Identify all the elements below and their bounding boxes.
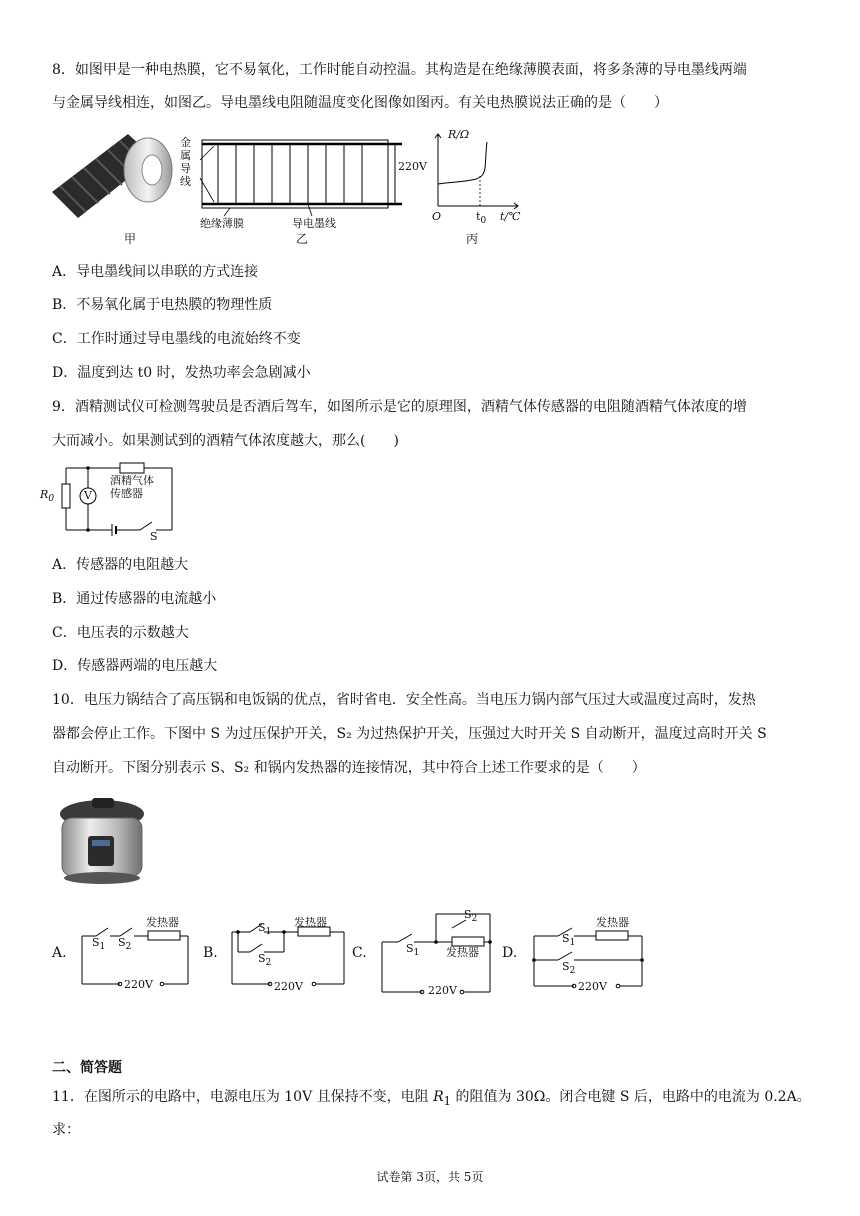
option-a-voltage-label: 220V [124,978,153,991]
fig-bing-caption: 丙 [466,232,479,246]
option-b-s1-label: $S_1$ [258,921,272,938]
sensor-label: 酒精气体 传感器 [110,474,154,500]
option-d-s2-label: $S_2$ [562,960,576,977]
option-a-s1-label: $S_1$ [92,936,106,953]
label-insulating-film: 绝缘薄膜 [200,217,244,230]
switch-s-label: S [150,530,158,543]
alcohol-tester-circuit-diagram [52,458,192,543]
label-metal-wire: 金 属 导 线 [180,136,191,188]
option-d-voltage-label: 220V [578,980,607,993]
q10-choice-b-letter: B. [203,945,218,961]
q9-stem-line2: 大而减小。如果测试到的酒精气体浓度越大，那么( ) [52,433,399,449]
option-a-heater-label: 发热器 [146,916,179,929]
q9-option-a: A．传感器的电阻越大 [52,557,189,573]
option-d-heater-label: 发热器 [596,916,629,929]
q9-option-c: C．电压表的示数越大 [52,625,189,641]
q10-stem-line1: 10．电压力锅结合了高压锅和电饭锅的优点，省时省电．安全性高。当电压力锅内部气压过大或温度过高时，发热 [52,692,756,708]
graph-y-label: R/Ω [448,128,470,141]
option-c-s1-label: $S_1$ [406,942,420,959]
option-a-s2-label: $S_2$ [118,936,132,953]
q10-choice-d-letter: D. [502,945,518,961]
q9-option-b: B．通过传感器的电流越小 [52,591,217,607]
q10-stem-line2: 器都会停止工作。下图中 S 为过压保护开关，S₂ 为过热保护开关，压强过大时开关 S 自动断开，温度过高时开关 S [52,726,767,742]
q8-option-a: A．导电墨线间以串联的方式连接 [52,264,259,280]
q8-option-b: B．不易氧化属于电热膜的物理性质 [52,297,273,313]
q10-choice-a-letter: A. [52,945,67,961]
label-conductive-ink-line: 导电墨线 [292,217,336,230]
q10-stem-line3: 自动断开。下图分别表示 S、S₂ 和锅内发热器的连接情况，其中符合上述工作要求的是（ ） [52,760,646,776]
option-c-heater-label: 发热器 [446,946,479,959]
option-b-heater-label: 发热器 [294,916,327,929]
q8-stem-line1: 8．如图甲是一种电热膜，它不易氧化，工作时能自动控温。其构造是在绝缘薄膜表面，将多条薄的导电墨线两端 [52,62,747,78]
q8-stem-line2: 与金属导线相连，如图乙。导电墨线电阻随温度变化图像如图丙。有关电热膜说法正确的是（ ） [52,95,668,111]
q9-stem-line1: 9．酒精测试仪可检测驾驶员是否酒后驾车，如图所示是它的原理图，酒精气体传感器的电阻随酒精气体浓度的增 [52,399,747,415]
q8-option-d: D．温度到达 t0 时，发热功率会急剧减小 [52,365,311,381]
label-r0: $R_0$ [40,488,55,505]
fig-yi-caption: 乙 [296,232,309,246]
resistance-temperature-graph [430,130,520,215]
page-footer: 试卷第 3页，共 5页 [376,1170,484,1184]
voltmeter-symbol-label: V [84,489,92,502]
pressure-cooker-image [54,792,154,887]
option-c-voltage-label: 220V [428,984,457,997]
label-220v-film: 220V [398,160,427,173]
section-2-title: 二、简答题 [52,1060,122,1076]
fig-jia-caption: 甲 [124,232,137,246]
option-c-s2-label: $S_2$ [464,908,478,925]
graph-t0-label: $t_0$ [476,210,487,227]
q11-stem-line1: 11．在图所示的电路中，电源电压为 10V 且保持不变，电阻 $R_1$ 的阻值为 30Ω。闭合电键 S 后，电路中的电流为 0.2A。 [52,1089,811,1108]
option-b-s2-label: $S_2$ [258,952,272,969]
option-d-s1-label: $S_1$ [562,932,576,949]
graph-origin-label: O [432,210,442,223]
option-b-voltage-label: 220V [274,980,303,993]
q9-option-d: D．传感器两端的电压越大 [52,658,218,674]
q11-stem-line2: 求： [52,1122,80,1138]
q8-option-c: C．工作时通过导电墨线的电流始终不变 [52,331,301,347]
q10-choice-c-letter: C. [352,945,367,961]
heating-film-roll-image [50,130,175,225]
graph-x-label: t/℃ [500,210,521,223]
